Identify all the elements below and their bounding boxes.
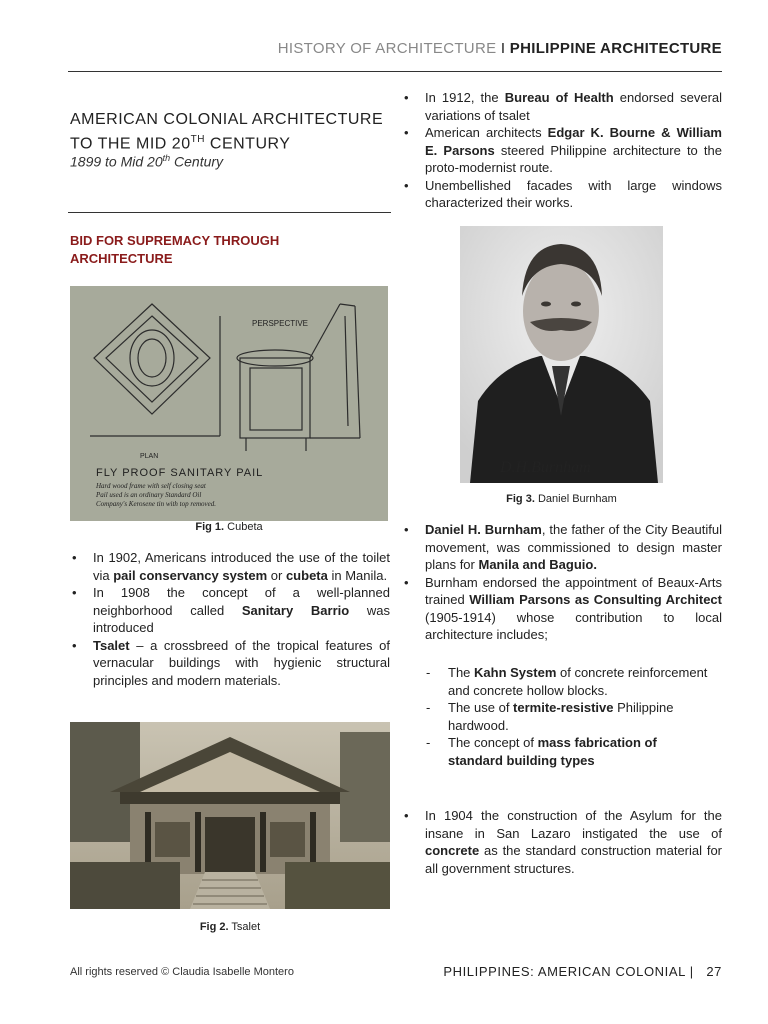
text: – a crossbreed of the tropical features of vernacular buildings with hygienic structural principles and modern materials. <box>93 637 390 688</box>
bold-term: mass fabrication of standard building types <box>448 735 657 768</box>
bold-term: concrete <box>425 843 480 858</box>
header-course: HISTORY OF ARCHITECTURE <box>277 40 497 57</box>
list-item <box>400 89 722 124</box>
bold-term: Kahn System <box>474 665 557 680</box>
right-bottom-bullet-list <box>400 807 722 877</box>
figure-2-caption <box>70 921 390 933</box>
bold-term: Sanitary Barrio <box>241 602 350 618</box>
text: The <box>448 665 475 680</box>
list-item <box>400 807 722 877</box>
contribution-dash-list <box>422 664 712 769</box>
figure-cubeta-drawing <box>70 286 388 521</box>
title-line-2a: TO THE MID 20 <box>70 135 191 153</box>
text: Burnham endorsed the appointment of Beaux-Arts trained <box>425 574 722 607</box>
figure-1-caption <box>70 521 388 533</box>
img-plan-label: PLAN <box>140 453 159 460</box>
bold-term: Tsalet <box>93 637 130 653</box>
subtitle-b: Century <box>170 153 224 170</box>
portrait-graphic <box>460 226 663 483</box>
fig2-text: Tsalet <box>228 921 261 933</box>
fig3-text: Daniel Burnham <box>534 493 617 505</box>
tsalet-house-graphic <box>70 722 390 909</box>
running-header <box>0 40 722 57</box>
section-heading-line-2: ARCHITECTURE <box>70 251 173 266</box>
list-item <box>68 637 390 690</box>
text: in Manila. <box>327 567 388 583</box>
img-perspective-label: PERSPECTIVE <box>252 319 309 328</box>
chapter-title <box>70 110 390 154</box>
text: , the father of the City Beautiful movement, was commissioned to design master plans for <box>425 522 723 572</box>
text: was introduced <box>93 602 391 635</box>
header-separator: I <box>496 40 510 57</box>
text: In 1902, Americans introduced the use of the toilet via <box>93 550 390 583</box>
left-bullet-list <box>68 549 390 689</box>
fig1-label: Fig 1. <box>195 521 225 533</box>
list-item <box>400 521 722 574</box>
text: Philippine hardwood. <box>448 700 674 733</box>
right-mid-bullet-list <box>400 521 722 644</box>
text: In 1904 the construction of the Asylum for the insane in San Lazaro instigated the use of <box>425 808 722 841</box>
title-line-2b: CENTURY <box>204 135 291 153</box>
text: The concept of <box>448 735 538 750</box>
list-item <box>400 177 722 212</box>
text: steered Philippine architecture to the proto-modernist route. <box>425 142 722 175</box>
bold-term: Manila and Baguio. <box>478 557 597 572</box>
header-rule <box>68 71 722 72</box>
list-item <box>422 664 712 699</box>
text: (1905-1914) whose contribution to local architecture includes; <box>425 609 722 642</box>
img-note-2: Pail used is an ordinary Standard Oil <box>96 491 202 499</box>
title-rule <box>68 212 391 213</box>
right-top-bullet-list <box>400 89 722 212</box>
fig1-text: Cubeta <box>224 521 263 533</box>
bold-term: William Parsons as Consulting Architect <box>469 592 722 607</box>
text: American architects <box>425 125 548 140</box>
list-item <box>422 699 712 734</box>
chapter-subtitle <box>70 153 223 170</box>
list-item <box>68 584 390 637</box>
text: or <box>267 567 286 583</box>
list-item <box>400 124 722 177</box>
text: Unembellished facades with large windows characterized their works. <box>425 177 722 210</box>
portrait-signature: D.H.Burnham <box>500 459 591 476</box>
img-note-3: Company's Kerosene tin with top removed. <box>96 500 216 508</box>
header-topic: PHILIPPINE ARCHITECTURE <box>509 40 722 57</box>
figure-tsalet-photo <box>70 722 390 909</box>
cubeta-sketch-graphic <box>70 286 388 521</box>
subtitle-sup: th <box>162 153 171 163</box>
text: as the standard construction material for all government structures. <box>425 843 722 876</box>
figure-burnham-portrait <box>460 226 663 483</box>
section-heading <box>70 232 370 268</box>
bold-term: termite-resistive <box>513 700 614 715</box>
text: The use of <box>448 700 514 715</box>
figure-3-caption <box>460 493 663 505</box>
footer-page-label: PHILIPPINES: AMERICAN COLONIAL | 27 <box>443 964 722 979</box>
text: In 1912, the <box>425 90 505 105</box>
text: endorsed several variations of tsalet <box>425 90 723 123</box>
bold-term: pail conservancy system <box>113 567 268 583</box>
section-heading-line-1: BID FOR SUPREMACY THROUGH <box>70 233 280 248</box>
title-sup: TH <box>190 134 205 145</box>
bold-term: Bureau of Health <box>504 90 614 105</box>
bold-term: Edgar K. Bourne & William E. Parsons <box>425 125 722 158</box>
footer-copyright: All rights reserved © Claudia Isabelle Montero <box>70 966 294 978</box>
title-line-1: AMERICAN COLONIAL ARCHITECTURE <box>70 111 384 128</box>
fig2-label: Fig 2. <box>199 921 229 933</box>
bold-term: cubeta <box>285 567 328 583</box>
bold-term: Daniel H. Burnham <box>425 522 542 537</box>
list-item <box>400 574 722 644</box>
fig3-label: Fig 3. <box>506 493 535 505</box>
subtitle-a: 1899 to Mid 20 <box>70 153 163 170</box>
img-title-text: FLY PROOF SANITARY PAIL <box>96 467 264 479</box>
text: In 1908 the concept of a well-planned neighborhood called <box>93 585 390 618</box>
img-note-1: Hard wood frame with self closing seat <box>96 482 206 490</box>
text: of concrete reinforcement and concrete hollow blocks. <box>448 665 708 698</box>
list-item <box>68 549 390 584</box>
list-item <box>422 734 712 769</box>
